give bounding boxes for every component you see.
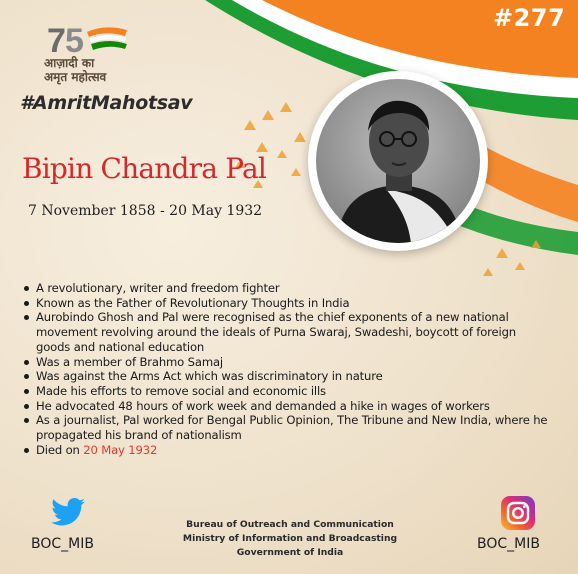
logo-line-2: अमृत महोत्सव xyxy=(44,70,107,84)
list-item: He advocated 48 hours of work week and demanded a hike in wages of workers xyxy=(22,399,552,414)
person-dates: 7 November 1858 - 20 May 1932 xyxy=(28,203,263,219)
svg-text:7: 7 xyxy=(47,22,66,60)
instagram-icon[interactable] xyxy=(501,496,535,530)
list-item: Was against the Arms Act which was discriminatory in nature xyxy=(22,369,552,384)
list-item: Known as the Father of Revolutionary Thoughts in India xyxy=(22,296,552,311)
list-item-death xyxy=(22,443,552,458)
logo-line-1: आज़ादी का xyxy=(44,56,95,70)
instagram-handle[interactable]: BOC_MIB xyxy=(477,536,540,552)
azadi-ka-amrit-mahotsav-text xyxy=(44,56,154,84)
footer-credits xyxy=(175,518,405,560)
list-item: A revolutionary, writer and freedom fighter xyxy=(22,281,552,296)
post-number: #277 xyxy=(493,4,566,32)
list-item: As a journalist, Pal worked for Bengal Public Opinion, The Tribune and New India, where he propagated his brand of nationalism xyxy=(22,413,552,442)
hashtag: #AmritMahotsav xyxy=(20,92,193,114)
person-name: Bipin Chandra Pal xyxy=(22,152,267,185)
death-prefix: Died on xyxy=(36,442,84,457)
twitter-handle[interactable]: BOC_MIB xyxy=(31,536,94,552)
facts-list xyxy=(22,281,552,457)
portrait-photo xyxy=(316,79,480,243)
list-item: Made his efforts to remove social and economic ills xyxy=(22,384,552,399)
list-item: Was a member of Brahmo Samaj xyxy=(22,355,552,370)
footer-line-3: Government of India xyxy=(236,547,344,558)
twitter-bird-icon[interactable] xyxy=(51,498,85,526)
death-date: 20 May 1932 xyxy=(83,442,158,457)
footer-line-2: Ministry of Information and Broadcasting xyxy=(182,533,398,544)
svg-text:5: 5 xyxy=(65,22,84,60)
footer-line-1: Bureau of Outreach and Communication xyxy=(186,519,394,530)
list-item: Aurobindo Ghosh and Pal were recognised as the chief exponents of a new national movement revolving around the ideals of Purna Swaraj, Swadeshi, boycott of foreign goods and national education xyxy=(22,310,552,354)
